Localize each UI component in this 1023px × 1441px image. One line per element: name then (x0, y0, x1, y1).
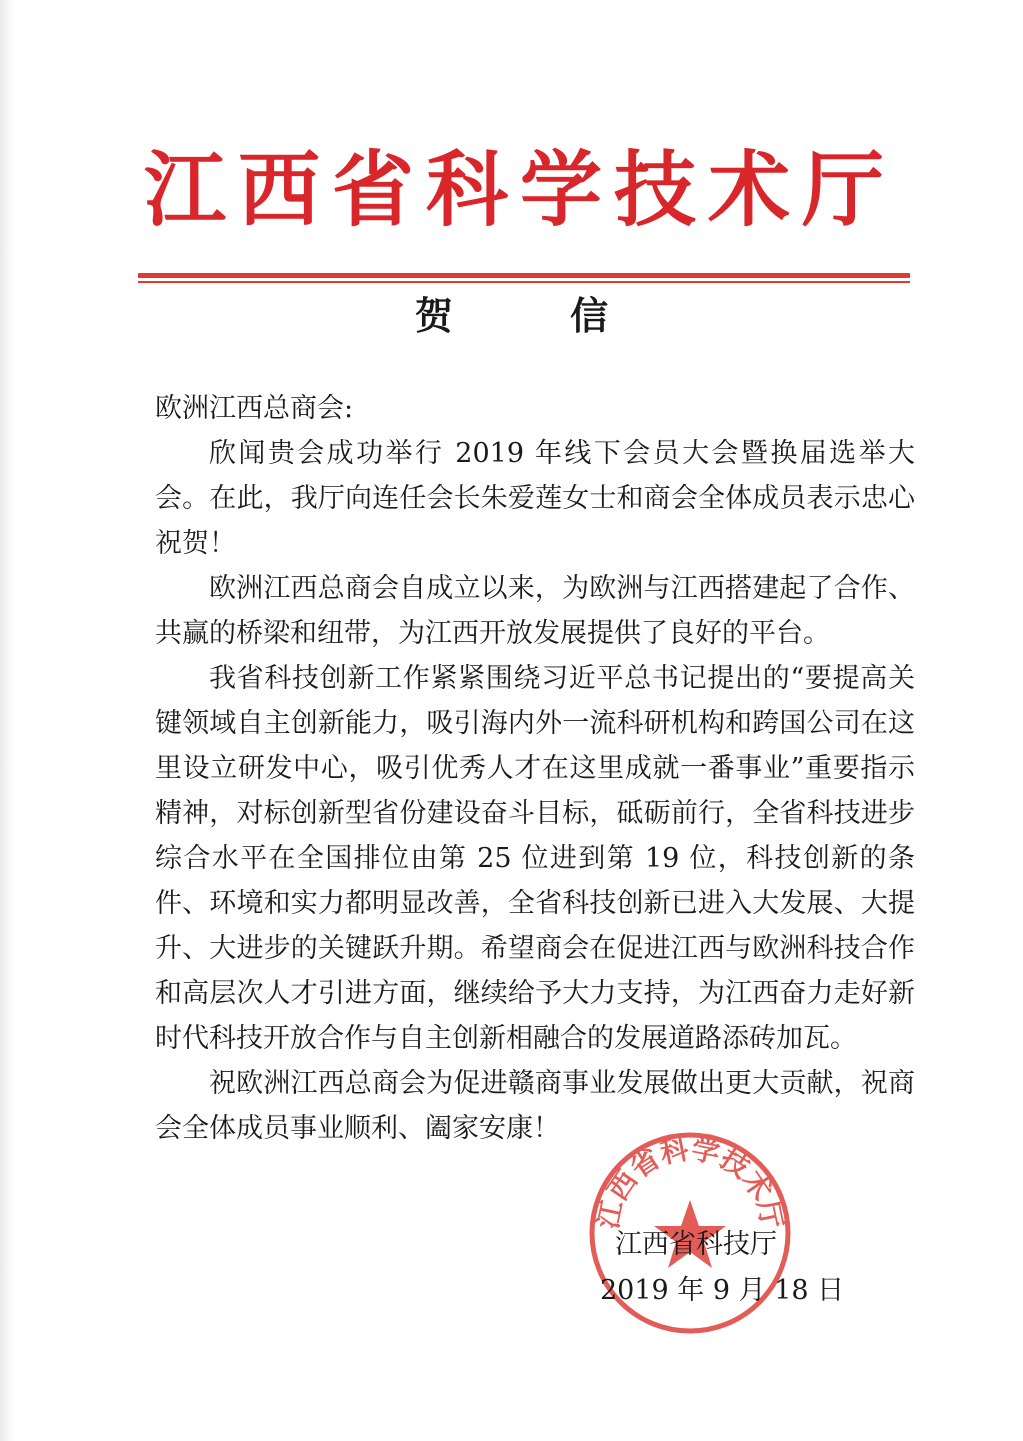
paragraph-3: 我省科技创新工作紧紧围绕习近平总书记提出的“要提高关键领域自主创新能力，吸引海内外一流科研机构和跨国公司在这里设立研发中心，吸引优秀人才在这里成就一番事业”重要指示精神，对标创新型省份建设奋斗目标，砥砺前行，全省科技进步综合水平在全国排位由第 25 位进到第 19 位，科技创新的条件、环境和实力都明显改善，全省科技创新已进入大发展、大提升、大进步的关键跃升期。希望商会在促进江西与欧洲科技合作和高层次人才引进方面，继续给予大力支持，为江西奋力走好新时代科技开放合作与自主创新相融合的发展道路添砖加瓦。 (155, 663, 915, 1054)
signature-organization: 江西省科技厅 (615, 1229, 777, 1260)
salutation: 欧洲江西总商会: (155, 393, 354, 424)
page-edge-shadow (0, 0, 14, 1441)
letterhead-rule (138, 273, 910, 278)
signature-block (600, 1222, 860, 1314)
letterhead-rule-thin (138, 281, 910, 283)
signature-date: 2019 年 9 月 18 日 (600, 1275, 845, 1306)
letter-subtitle: 贺 信 (414, 294, 661, 338)
seal-text: 江西省科学技术厅 (591, 1132, 789, 1232)
paragraph-1: 欣闻贵会成功举行 2019 年线下会员大会暨换届选举大会。在此，我厅向连任会长朱爱莲女士和商会全体成员表示忠心祝贺！ (155, 438, 915, 559)
paragraph-2: 欧洲江西总商会自成立以来，为欧洲与江西搭建起了合作、共赢的桥梁和纽带，为江西开放发展提供了良好的平台。 (155, 573, 915, 649)
letter-body (155, 386, 915, 1151)
letterhead-title: 江西省科学技术厅 (143, 143, 896, 238)
paragraph-4: 祝欧洲江西总商会为促进赣商事业发展做出更大贡献，祝商会全体成员事业顺利、阖家安康！ (155, 1068, 915, 1144)
